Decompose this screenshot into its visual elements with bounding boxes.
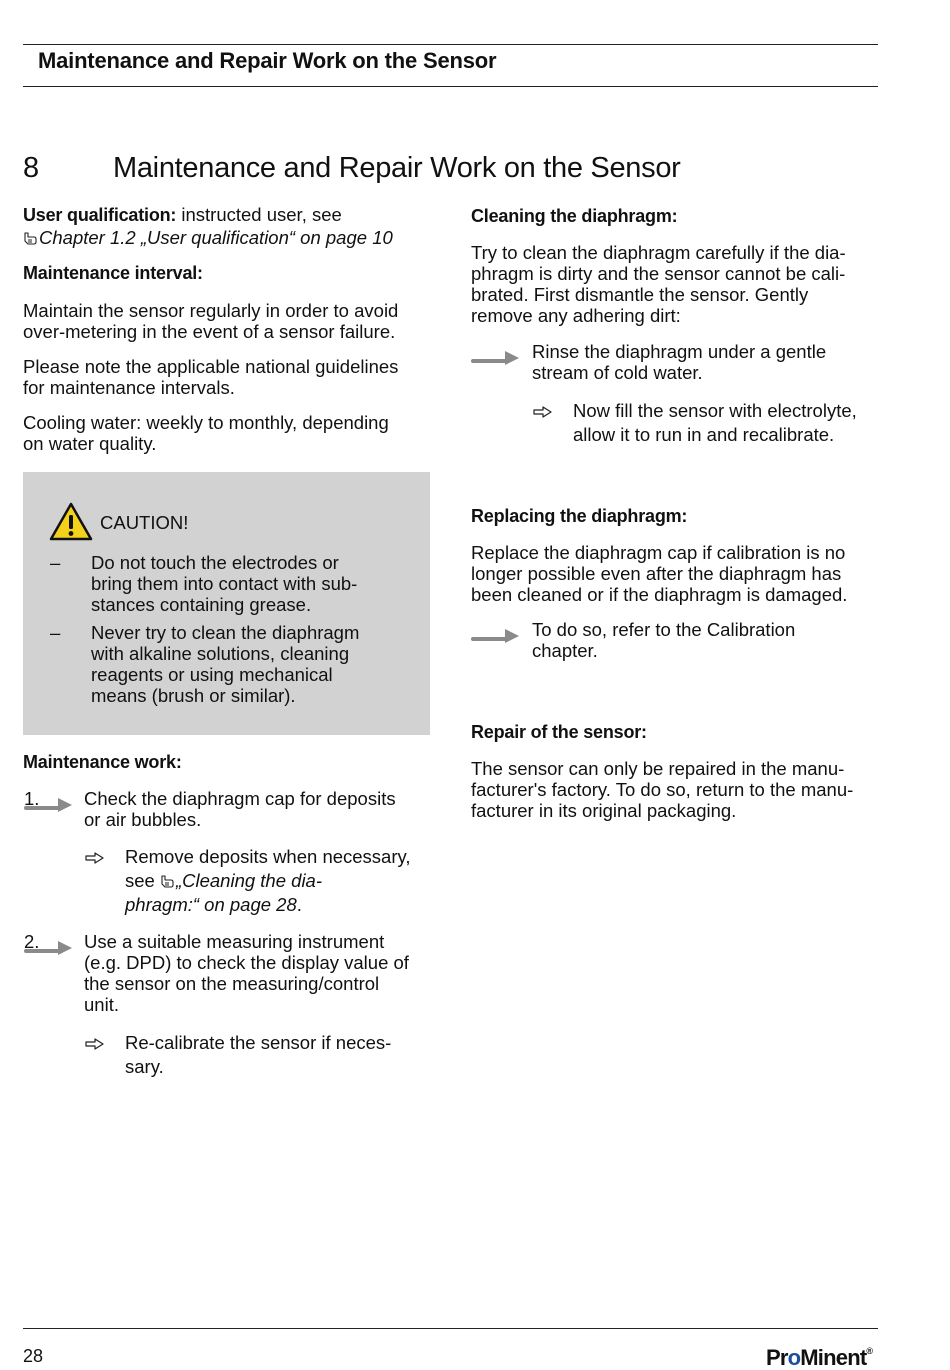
replacing-paragraph xyxy=(471,542,847,605)
user-qualification-block xyxy=(23,204,433,248)
text-line: Cooling water: weekly to monthly, depending xyxy=(23,412,389,433)
header-bottom-rule xyxy=(23,86,878,87)
text-line: remove any adhering dirt: xyxy=(471,305,681,326)
user-qualification-text: instructed user, see xyxy=(176,204,342,225)
user-qualification-label: User qualification: xyxy=(23,205,177,225)
text-line: Now fill the sensor with electrolyte, xyxy=(573,400,857,421)
text-line: Replace the diaphragm cap if calibration is no xyxy=(471,542,846,563)
step-1-number: 1. xyxy=(24,788,40,809)
logo-registered-mark: ® xyxy=(866,1346,873,1356)
text-line: bring them into contact with sub- xyxy=(91,573,358,594)
logo-text: Minent xyxy=(800,1345,867,1370)
text-line: stream of cold water. xyxy=(532,362,703,383)
running-header-title: Maintenance and Repair Work on the Sensor xyxy=(38,48,497,73)
text-line: been cleaned or if the diaphragm is damaged. xyxy=(471,584,848,605)
replacing-step-arrow-icon xyxy=(471,624,521,648)
cleaning-heading: Cleaning the diaphragm: xyxy=(471,206,678,226)
step-2-number: 2. xyxy=(24,931,40,952)
text-line: brated. First dismantle the sensor. Gently xyxy=(471,284,809,305)
text-line: longer possible even after the diaphragm has xyxy=(471,563,842,584)
warning-triangle-icon xyxy=(49,502,93,542)
step-1-result xyxy=(125,845,411,917)
prominent-logo xyxy=(766,1341,873,1368)
text-line: The sensor can only be repaired in the manu- xyxy=(471,758,845,779)
text-line: To do so, refer to the Calibration xyxy=(532,619,796,640)
text-line: sary. xyxy=(125,1056,164,1077)
pointing-hand-icon xyxy=(160,874,174,888)
text-line: Do not touch the electrodes or xyxy=(91,552,339,573)
text-line: reagents or using mechanical xyxy=(91,664,333,685)
cleaning-step-arrow-icon xyxy=(471,346,521,370)
text-line: Use a suitable measuring instrument xyxy=(84,931,385,952)
step-2-text xyxy=(84,931,409,1015)
user-qualification-link[interactable]: Chapter 1.2 „User qualification“ on page 10 xyxy=(39,227,393,248)
cleaning-result xyxy=(573,399,857,447)
text-line: Re-calibrate the sensor if neces- xyxy=(125,1032,392,1053)
cleaning-link-cont[interactable]: phragm:“ on page 28 xyxy=(125,894,297,915)
text-line: for maintenance intervals. xyxy=(23,377,235,398)
caution-dash-2: – xyxy=(50,622,61,643)
cleaning-link[interactable]: „Cleaning the dia- xyxy=(175,870,322,891)
chapter-title: Maintenance and Repair Work on the Sensor xyxy=(113,152,681,184)
text-line: Rinse the diaphragm under a gentle xyxy=(532,341,827,362)
pointing-hand-icon xyxy=(23,231,37,245)
cleaning-step xyxy=(532,341,826,383)
text-line: over-metering in the event of a sensor failure. xyxy=(23,321,396,342)
chapter-number: 8 xyxy=(23,152,40,184)
text-line: phragm is dirty and the sensor cannot be cali- xyxy=(471,263,846,284)
replacing-heading: Replacing the diaphragm: xyxy=(471,506,688,526)
text-line: or air bubbles. xyxy=(84,809,202,830)
maintenance-interval-para-2 xyxy=(23,356,398,398)
page-number: 28 xyxy=(23,1346,44,1366)
logo-text: o xyxy=(787,1345,801,1370)
text-line: Remove deposits when necessary, xyxy=(125,846,411,867)
step-2-result xyxy=(125,1031,391,1079)
text-line: Maintain the sensor regularly in order to avoid xyxy=(23,300,399,321)
text-line: means (brush or similar). xyxy=(91,685,296,706)
text-line: facturer in its original packaging. xyxy=(471,800,737,821)
text-line: the sensor on the measuring/control xyxy=(84,973,380,994)
logo-text: Pr xyxy=(766,1345,788,1370)
cleaning-paragraph xyxy=(471,242,846,326)
caution-dash-1: – xyxy=(50,552,61,573)
text-line: on water quality. xyxy=(23,433,157,454)
text-line: Please note the applicable national guidelines xyxy=(23,356,399,377)
result-arrow-icon xyxy=(533,406,553,418)
repair-heading: Repair of the sensor: xyxy=(471,722,647,742)
result-arrow-icon xyxy=(85,1038,105,1050)
maintenance-interval-heading: Maintenance interval: xyxy=(23,263,203,283)
text-line: Never try to clean the diaphragm xyxy=(91,622,360,643)
text-line: facturer's factory. To do so, return to the manu- xyxy=(471,779,854,800)
text-line: allow it to run in and recalibrate. xyxy=(573,424,835,445)
header-top-rule xyxy=(23,44,878,45)
text-line: (e.g. DPD) to check the display value of xyxy=(84,952,409,973)
replacing-step xyxy=(532,619,795,661)
text-line: chapter. xyxy=(532,640,598,661)
text-line: stances containing grease. xyxy=(91,594,312,615)
repair-paragraph xyxy=(471,758,853,821)
caution-item-2 xyxy=(91,622,359,706)
step-1-text xyxy=(84,788,396,830)
text-line: Try to clean the diaphragm carefully if the dia- xyxy=(471,242,846,263)
maintenance-interval-para-1 xyxy=(23,300,398,342)
caution-title: CAUTION! xyxy=(100,512,189,533)
maintenance-interval-para-3 xyxy=(23,412,389,454)
footer-rule xyxy=(23,1328,878,1329)
text-line: with alkaline solutions, cleaning xyxy=(91,643,350,664)
caution-item-1 xyxy=(91,552,357,615)
result-arrow-icon xyxy=(85,852,105,864)
text-line: Check the diaphragm cap for deposits xyxy=(84,788,396,809)
maintenance-work-heading: Maintenance work: xyxy=(23,752,182,772)
caution-box xyxy=(23,472,430,735)
text-line: . xyxy=(296,894,302,915)
text-line: unit. xyxy=(84,994,119,1015)
text-line: see xyxy=(125,870,160,891)
